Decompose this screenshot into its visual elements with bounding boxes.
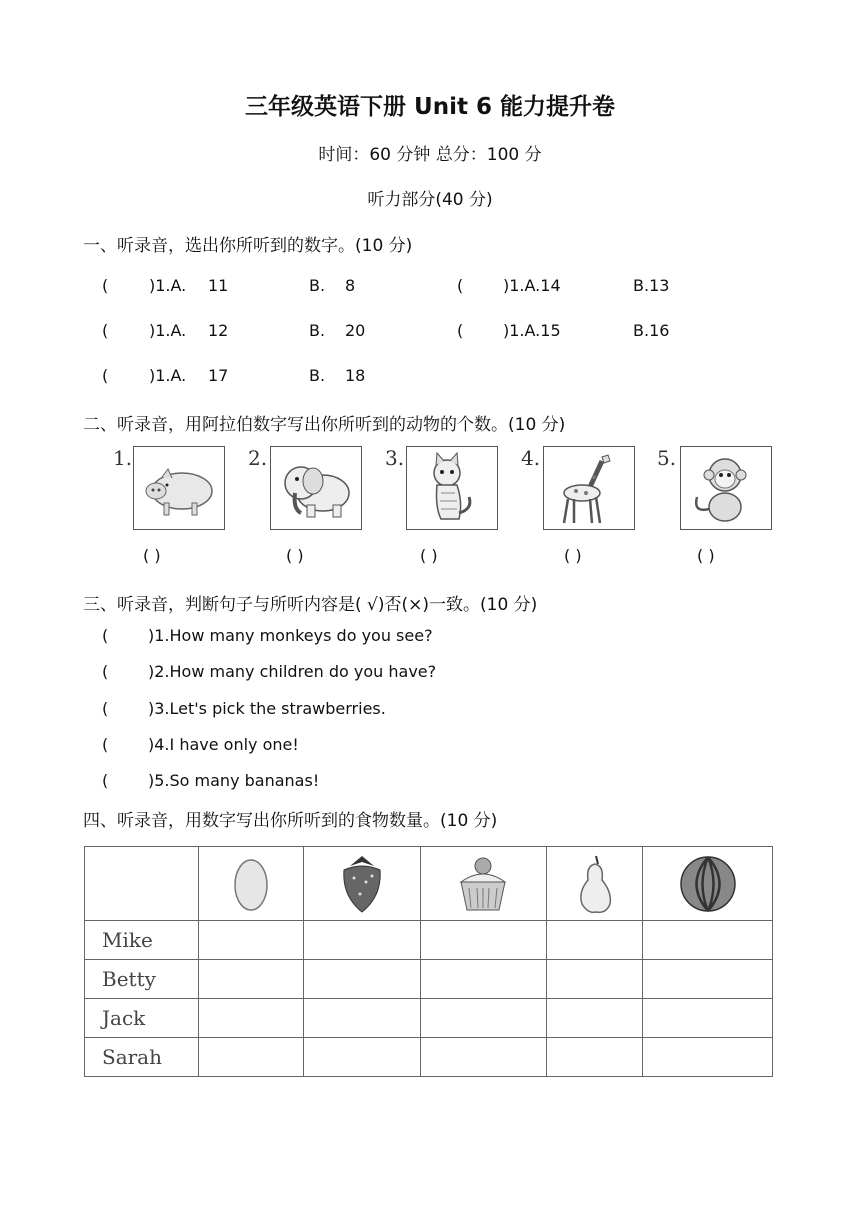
section4-heading: 四、听录音，用数字写出你所听到的食物数量。(10 分) bbox=[83, 811, 498, 831]
giraffe-icon bbox=[543, 446, 635, 530]
option-a: 11 bbox=[208, 276, 229, 295]
table-row bbox=[85, 1038, 773, 1077]
answer-paren[interactable]: ( bbox=[102, 735, 109, 754]
answer-cell[interactable] bbox=[643, 921, 773, 960]
food-count-table bbox=[84, 846, 773, 1077]
part-title: 听力部分(40 分) bbox=[367, 190, 493, 210]
item-number: )1.A. bbox=[149, 321, 187, 340]
option-b-label: B. bbox=[309, 276, 326, 295]
answer-cell[interactable] bbox=[643, 960, 773, 999]
answer-cell[interactable] bbox=[421, 999, 546, 1038]
answer-cell[interactable] bbox=[199, 999, 304, 1038]
answer-cell[interactable] bbox=[303, 999, 420, 1038]
answer-paren[interactable]: ( bbox=[102, 699, 109, 718]
answer-cell[interactable] bbox=[421, 1038, 546, 1077]
answer-paren[interactable]: ( bbox=[102, 662, 109, 681]
answer-cell[interactable] bbox=[199, 921, 304, 960]
answer-blank[interactable]: ( ) bbox=[697, 546, 715, 565]
option-b: B.16 bbox=[633, 321, 670, 340]
answer-blank[interactable]: ( ) bbox=[564, 546, 582, 565]
strawberry-icon bbox=[303, 847, 420, 921]
cake-icon bbox=[421, 847, 546, 921]
answer-blank[interactable]: ( ) bbox=[286, 546, 304, 565]
watermelon-icon bbox=[643, 847, 773, 921]
page-title: 三年级英语下册 Unit 6 能力提升卷 bbox=[245, 94, 615, 120]
answer-cell[interactable] bbox=[546, 999, 643, 1038]
answer-cell[interactable] bbox=[199, 960, 304, 999]
row-name: Jack bbox=[85, 999, 199, 1038]
option-b: 18 bbox=[345, 366, 366, 385]
section3-heading: 三、听录音，判断句子与所听内容是( √)否(×)一致。(10 分) bbox=[83, 595, 538, 615]
answer-blank[interactable]: ( ) bbox=[143, 546, 161, 565]
exam-info: 时间：60 分钟 总分：100 分 bbox=[318, 145, 542, 165]
pear-icon bbox=[546, 847, 643, 921]
section2-heading: 二、听录音，用阿拉伯数字写出你所听到的动物的个数。(10 分) bbox=[83, 415, 566, 435]
picture-number: 1. bbox=[113, 446, 133, 470]
option-b-label: B. bbox=[309, 366, 326, 385]
picture-number: 4. bbox=[521, 446, 541, 470]
option-a: 12 bbox=[208, 321, 229, 340]
option-b-label: B. bbox=[309, 321, 326, 340]
answer-paren[interactable]: ( bbox=[457, 276, 464, 295]
elephant-icon bbox=[270, 446, 362, 530]
answer-cell[interactable] bbox=[421, 960, 546, 999]
item-number: )1.A.15 bbox=[503, 321, 561, 340]
answer-cell[interactable] bbox=[303, 921, 420, 960]
answer-cell[interactable] bbox=[643, 999, 773, 1038]
table-row bbox=[85, 999, 773, 1038]
option-b: 8 bbox=[345, 276, 356, 295]
statement-text: )4.I have only one! bbox=[148, 735, 299, 754]
answer-paren[interactable]: ( bbox=[102, 321, 109, 340]
table-row bbox=[85, 921, 773, 960]
answer-paren[interactable]: ( bbox=[102, 771, 109, 790]
item-number: )1.A.14 bbox=[503, 276, 561, 295]
empty-corner-cell bbox=[85, 847, 199, 921]
answer-cell[interactable] bbox=[546, 960, 643, 999]
answer-cell[interactable] bbox=[643, 1038, 773, 1077]
statement-text: )5.So many bananas! bbox=[148, 771, 320, 790]
table-header-row bbox=[85, 847, 773, 921]
answer-blank[interactable]: ( ) bbox=[420, 546, 438, 565]
row-name: Betty bbox=[85, 960, 199, 999]
monkey-icon bbox=[680, 446, 772, 530]
answer-paren[interactable]: ( bbox=[102, 276, 109, 295]
picture-number: 3. bbox=[385, 446, 405, 470]
answer-cell[interactable] bbox=[546, 1038, 643, 1077]
section1-heading: 一、听录音，选出你所听到的数字。(10 分) bbox=[83, 236, 413, 256]
answer-cell[interactable] bbox=[303, 1038, 420, 1077]
option-a: 17 bbox=[208, 366, 229, 385]
item-number: )1.A. bbox=[149, 276, 187, 295]
answer-paren[interactable]: ( bbox=[102, 366, 109, 385]
answer-cell[interactable] bbox=[546, 921, 643, 960]
row-name: Sarah bbox=[85, 1038, 199, 1077]
option-b: 20 bbox=[345, 321, 366, 340]
answer-cell[interactable] bbox=[303, 960, 420, 999]
row-name: Mike bbox=[85, 921, 199, 960]
statement-text: )2.How many children do you have? bbox=[148, 662, 437, 681]
answer-paren[interactable]: ( bbox=[102, 626, 109, 645]
answer-paren[interactable]: ( bbox=[457, 321, 464, 340]
picture-number: 5. bbox=[657, 446, 677, 470]
cat-icon bbox=[406, 446, 498, 530]
egg-icon bbox=[199, 847, 304, 921]
picture-number: 2. bbox=[248, 446, 268, 470]
answer-cell[interactable] bbox=[199, 1038, 304, 1077]
item-number: )1.A. bbox=[149, 366, 187, 385]
table-row bbox=[85, 960, 773, 999]
option-b: B.13 bbox=[633, 276, 670, 295]
answer-cell[interactable] bbox=[421, 921, 546, 960]
statement-text: )3.Let's pick the strawberries. bbox=[148, 699, 386, 718]
statement-text: )1.How many monkeys do you see? bbox=[148, 626, 433, 645]
pig-icon bbox=[133, 446, 225, 530]
